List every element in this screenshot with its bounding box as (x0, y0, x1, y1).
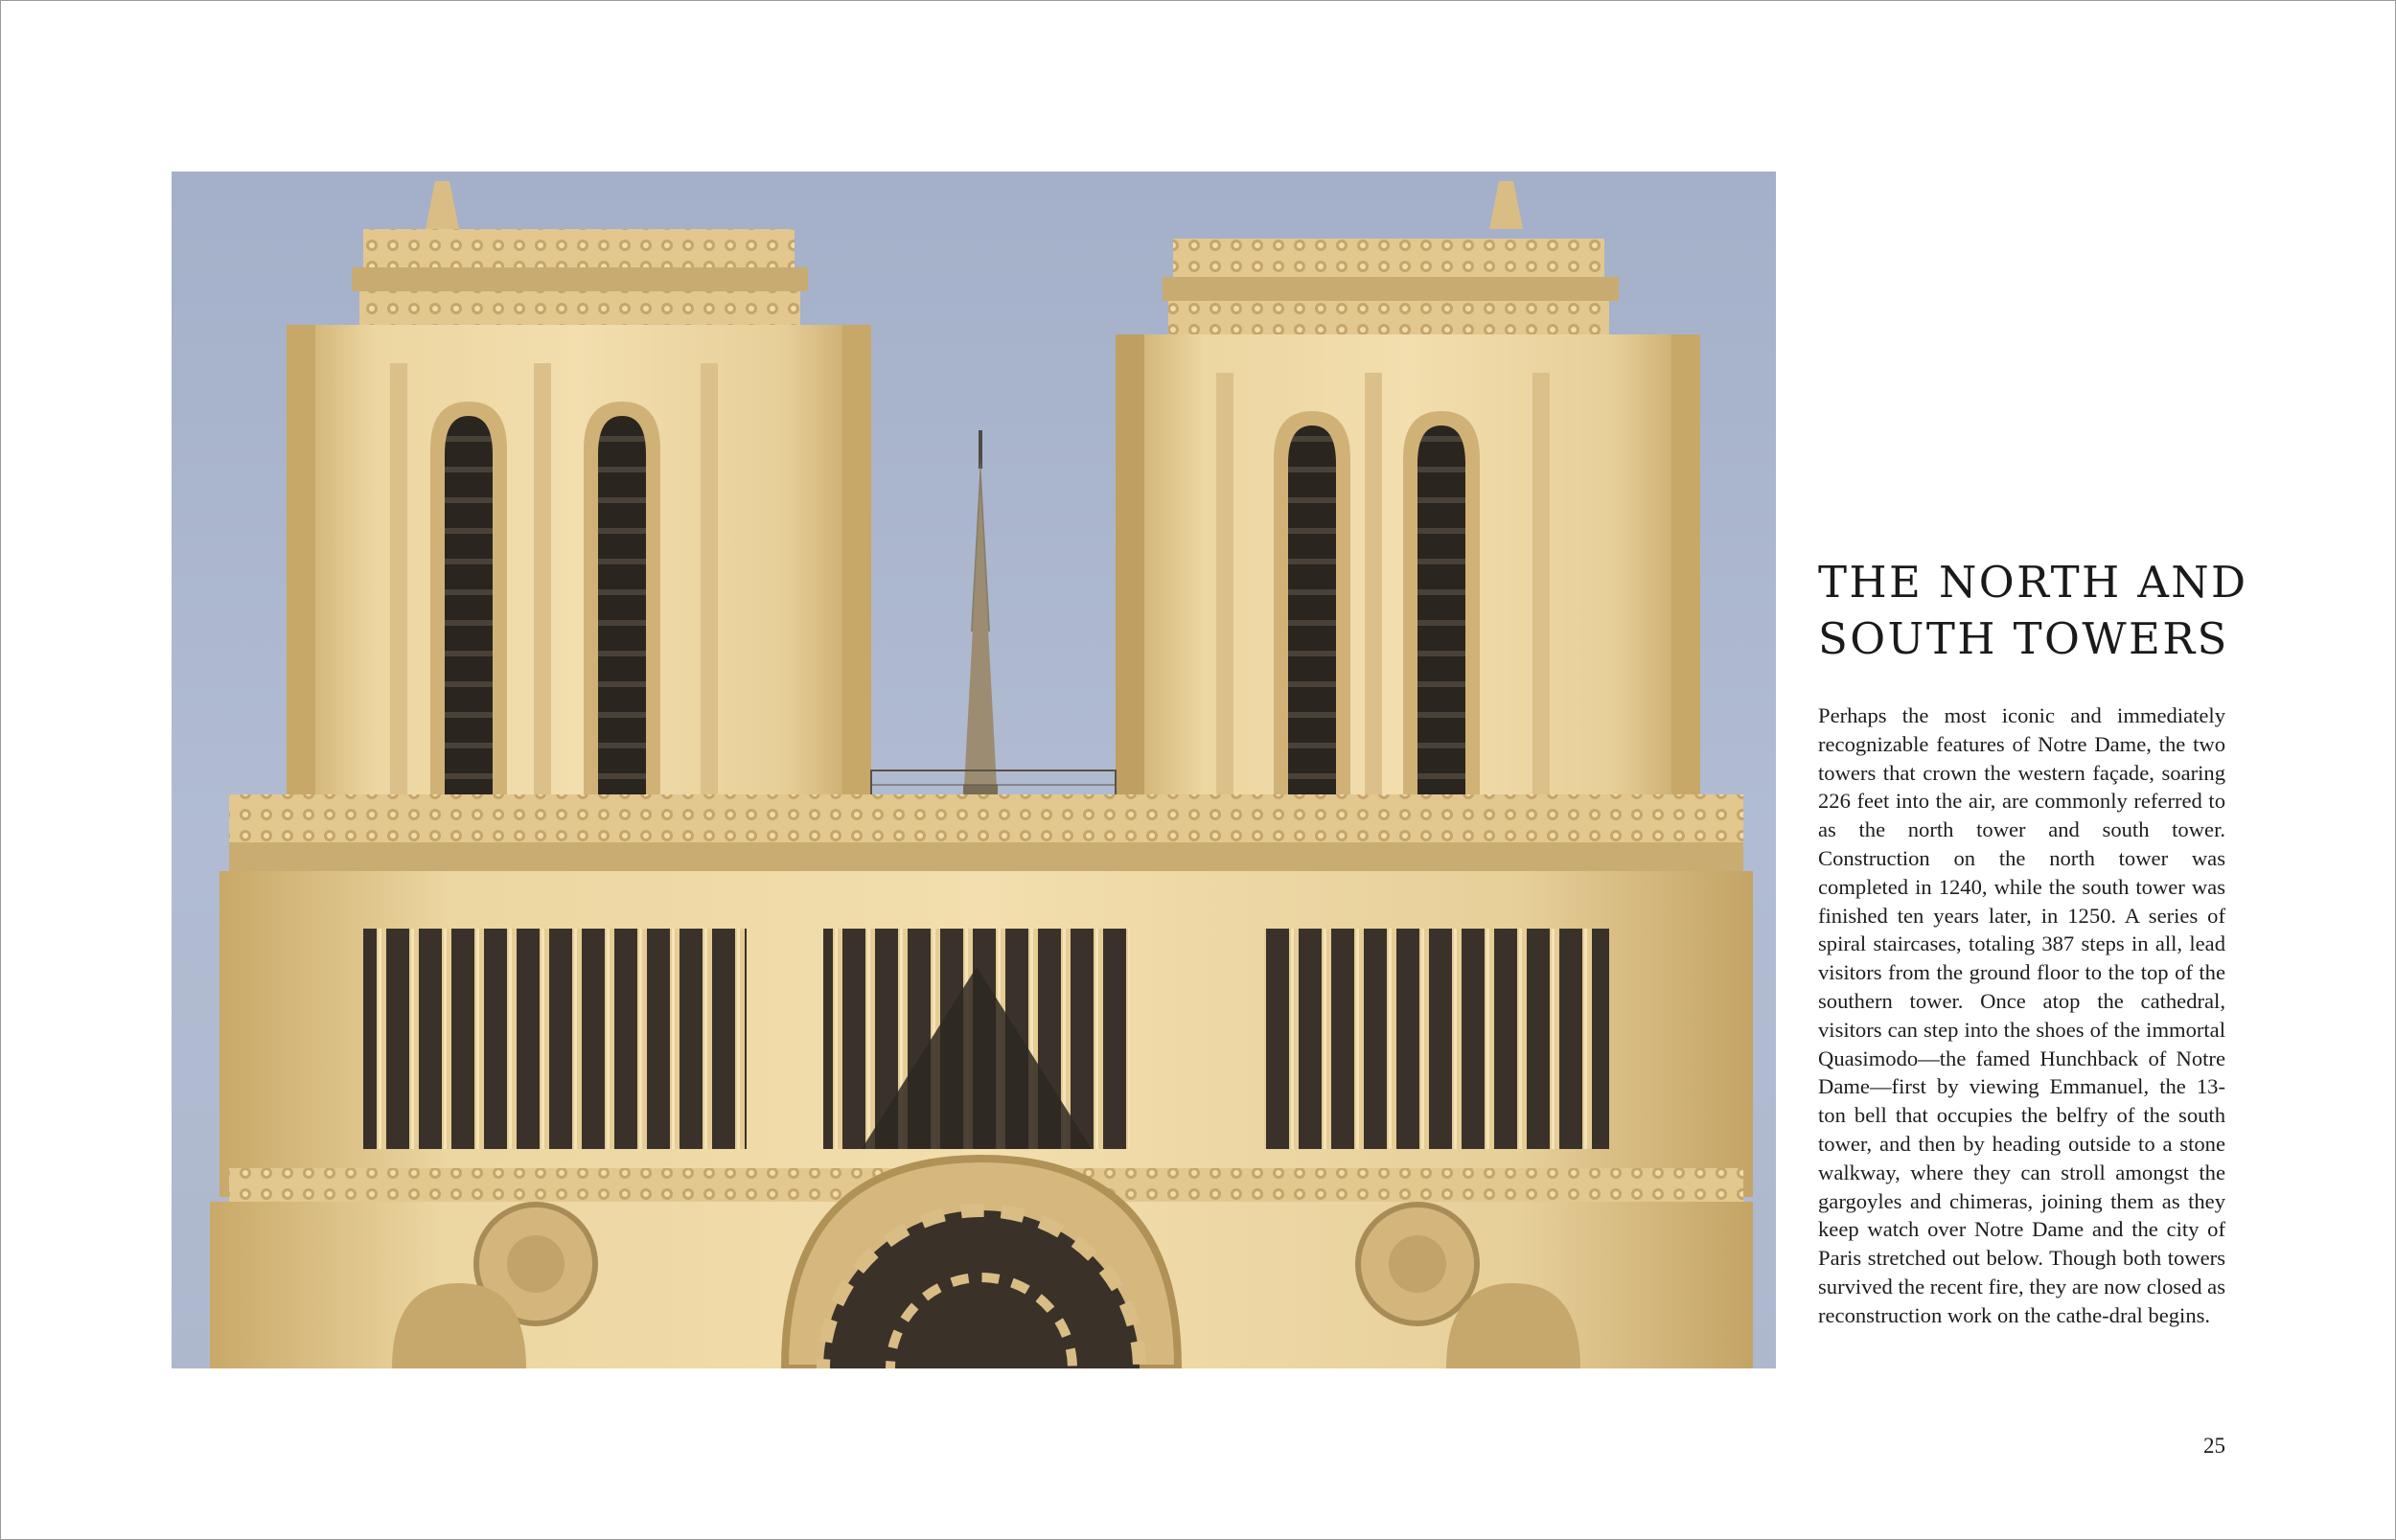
heading-line-2: SOUTH TOWERS (1818, 613, 2229, 664)
article-column (1818, 554, 2248, 1330)
gallery-of-kings (219, 794, 1753, 1207)
north-tower (287, 181, 871, 823)
notre-dame-towers-photo (172, 172, 1776, 1368)
article-body: Perhaps the most iconic and immediately recognizable features of Notre Dame, the two towers that crown the western façade, soaring 226 feet into the air, are commonly referred to as the north tower and south tower. Construction on the north tower was completed in 1240, while the south tower was finished ten years later, in 1250. A series of spiral staircases, totaling 387 steps in all, lead visitors from the ground floor to the top of the southern tower. Once atop the cathedral, visitors can step into the shoes of the immortal Quasimodo—the famed Hunchback of Notre Dame—first by viewing Emmanuel, the 13-ton bell that occupies the belfry of the south tower, and then by heading outside to a stone walkway, where they can stroll amongst the gargoyles and chimeras, joining them as they keep watch over Notre Dame and the city of Paris stretched out below. Though both towers survived the recent fire, they are now closed as reconstruction work on the cathe-dral begins. (1818, 703, 2225, 1327)
page-number: 25 (2203, 1434, 2225, 1458)
heading-line-1: THE NORTH AND (1818, 557, 2248, 608)
south-tower (1116, 181, 1700, 823)
article-heading (1818, 554, 2248, 667)
